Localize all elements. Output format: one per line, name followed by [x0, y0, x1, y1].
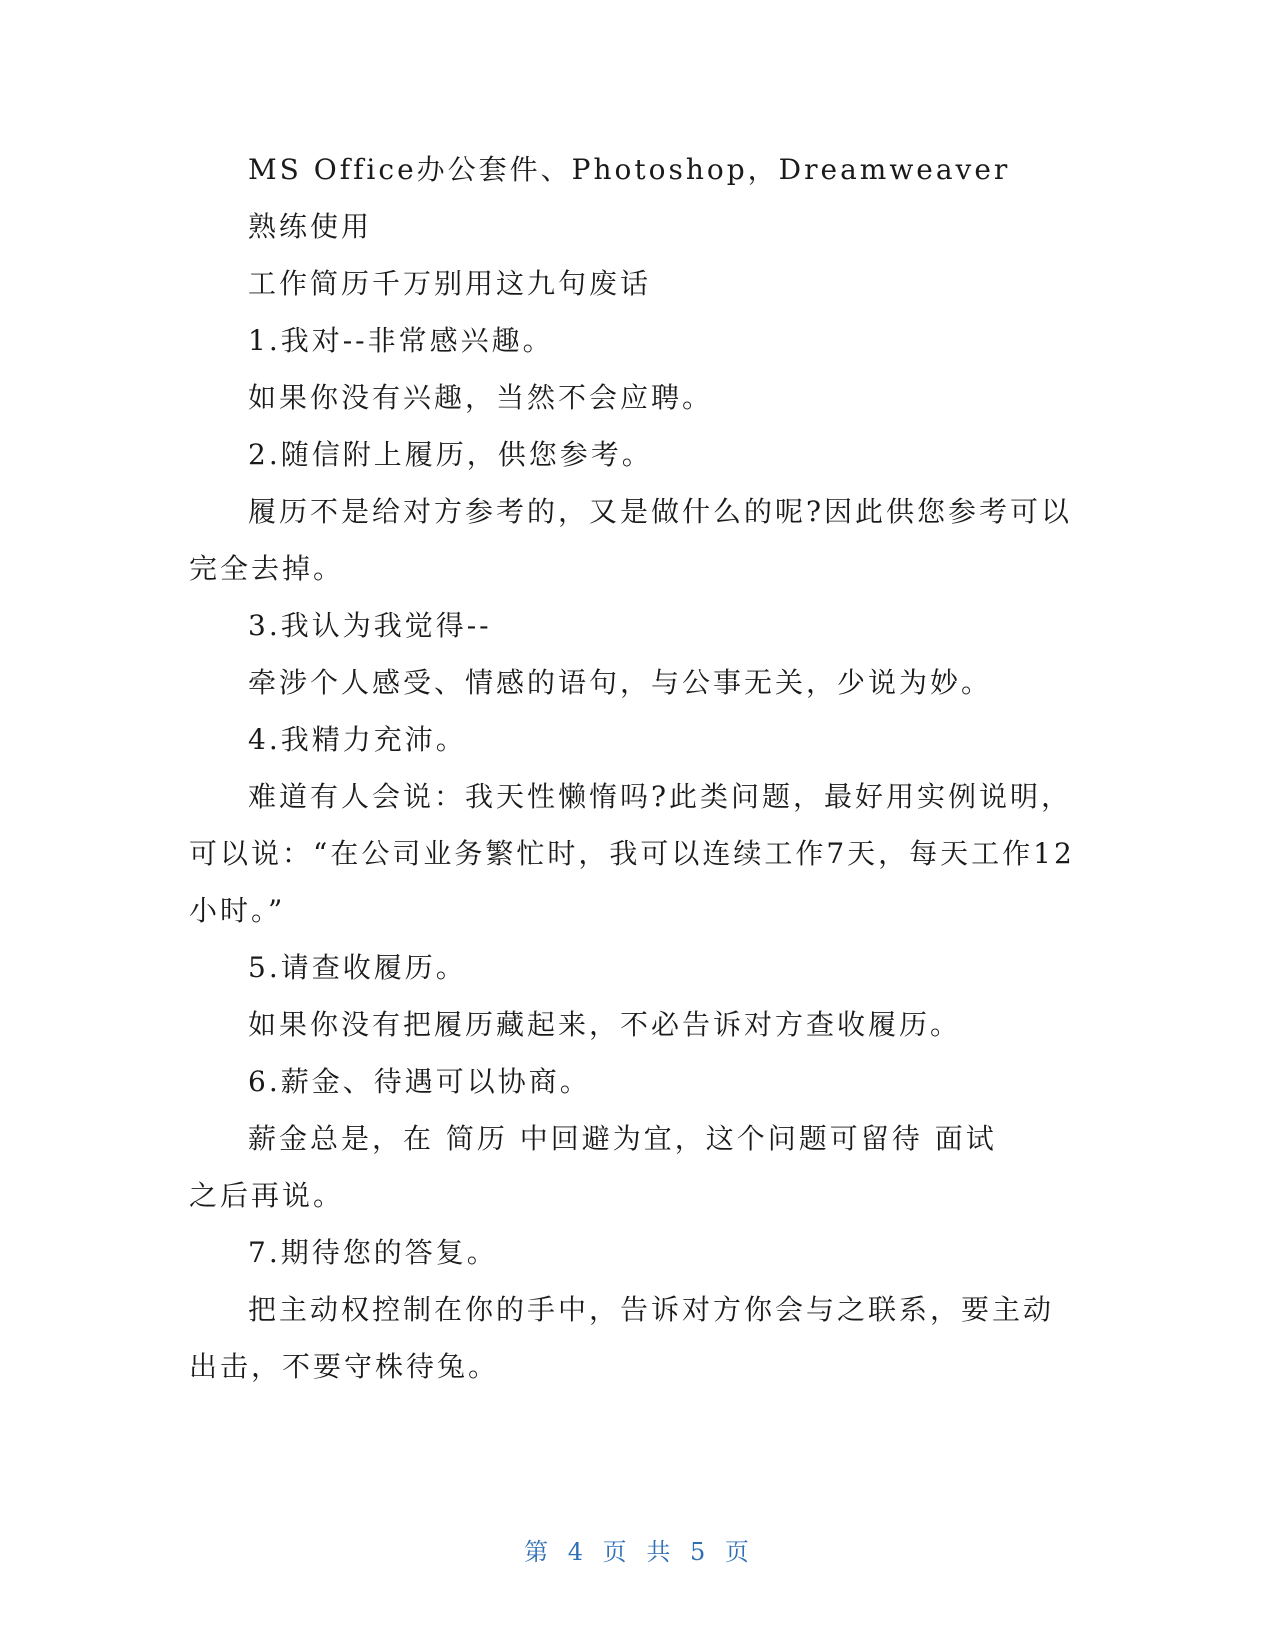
- footer-label-ye: 页: [602, 1538, 629, 1566]
- item-6-body-line-1: 薪金总是，在 简历 中回避为宜，这个问题可留待 面试: [248, 1122, 997, 1155]
- item-1-body: 如果你没有兴趣，当然不会应聘。: [248, 381, 714, 414]
- footer-label-total: 共: [646, 1538, 673, 1566]
- section-heading: 工作简历千万别用这九句废话: [248, 267, 652, 300]
- item-5-body: 如果你没有把履历藏起来，不必告诉对方查收履历。: [248, 1008, 962, 1041]
- footer-total-pages: 5: [689, 1538, 708, 1566]
- item-4-body-line-3: 小时。”: [189, 894, 286, 927]
- item-4-body-line-2: 可以说：“在公司业务繁忙时，我可以连续工作7天，每天工作12: [189, 837, 1075, 870]
- footer-label-ye-end: 页: [724, 1538, 751, 1566]
- item-6-title: 6.薪金、待遇可以协商。: [248, 1065, 591, 1098]
- item-3-body: 牵涉个人感受、情感的语句，与公事无关，少说为妙。: [248, 666, 993, 699]
- item-7-body-line-2: 出击，不要守株待兔。: [189, 1350, 500, 1383]
- footer-current-page: 4: [567, 1538, 586, 1566]
- skills-software-line: MS Office办公套件、Photoshop，Dreamweaver: [248, 153, 1011, 186]
- item-2-title: 2.随信附上履历，供您参考。: [248, 438, 653, 471]
- item-6-body-line-2: 之后再说。: [189, 1179, 345, 1212]
- skills-level-line: 熟练使用: [248, 210, 373, 243]
- item-1-title: 1.我对--非常感兴趣。: [248, 324, 554, 357]
- footer-label-page: 第: [524, 1538, 551, 1566]
- page-footer: [0, 1532, 1275, 1567]
- item-2-body-line-1: 履历不是给对方参考的，又是做什么的呢?因此供您参考可以: [248, 495, 1073, 528]
- item-5-title: 5.请查收履历。: [248, 951, 467, 984]
- item-7-title: 7.期待您的答复。: [248, 1236, 498, 1269]
- item-7-body-line-1: 把主动权控制在你的手中，告诉对方你会与之联系，要主动: [248, 1293, 1055, 1326]
- item-2-body-line-2: 完全去掉。: [189, 552, 345, 585]
- item-4-body-line-1: 难道有人会说：我天性懒惰吗?此类问题，最好用实例说明，: [248, 780, 1073, 813]
- item-4-title: 4.我精力充沛。: [248, 723, 467, 756]
- item-3-title: 3.我认为我觉得--: [248, 609, 492, 642]
